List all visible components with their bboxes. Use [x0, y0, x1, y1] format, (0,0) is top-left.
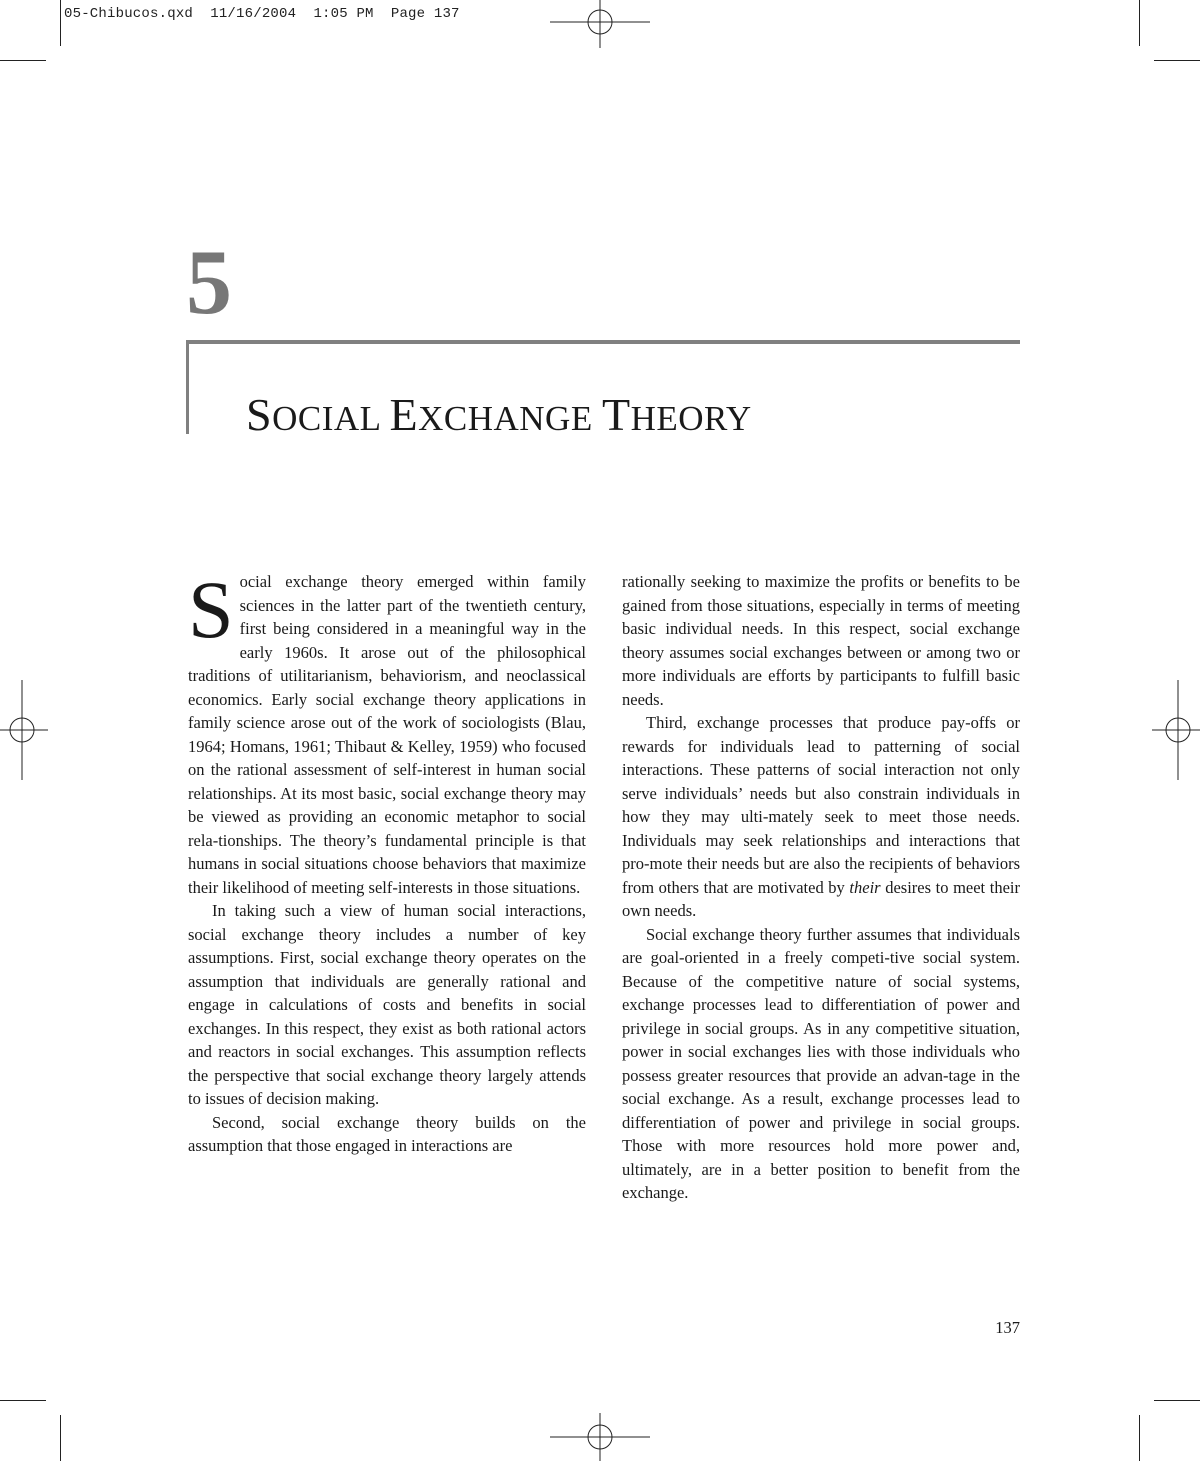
crop-mark-top-left-vertical	[60, 0, 61, 46]
registration-mark-left	[0, 680, 48, 780]
registration-mark-right	[1152, 680, 1200, 780]
paragraph-text: ocial exchange theory emerged within family sciences in the latter part of the twentieth century, first being considered in a meaningful way in the early 1960s. It arose out of the philosophical traditions of utilitarianism, behaviorism, and neoclassical economics. Early social exchange theory applications in family science arose out of the work of sociologists (Blau, 1964; Homans, 1961; Thibaut & Kelley, 1959) who focused on the rational assessment of self-interest in human social relationships. At its most basic, social exchange theory may be viewed as providing an economic metaphor to social rela-tionships. The theory’s fundamental principle is that humans in social situations choose behaviors that maximize their likelihood of meeting self-interests in those situations.	[188, 572, 586, 897]
body-paragraph: Second, social exchange theory builds on the assumption that those engaged in interactions are	[188, 1112, 586, 1155]
crop-mark-bottom-left-horizontal	[0, 1400, 46, 1401]
chapter-title-part: E	[389, 389, 419, 440]
registration-mark-bottom	[550, 1413, 650, 1461]
crop-mark-top-right-vertical	[1139, 0, 1140, 46]
crop-mark-bottom-right-horizontal	[1154, 1400, 1200, 1401]
registration-mark-top	[550, 0, 650, 48]
chapter-rule-horizontal	[186, 340, 1020, 344]
crop-mark-bottom-left-vertical	[60, 1415, 61, 1461]
paragraph-text: desires to meet their own needs.	[622, 877, 1020, 920]
body-column-left	[188, 564, 586, 1158]
chapter-title-part: S	[246, 389, 273, 440]
paragraph-text: Third, exchange processes that produce pay-offs or rewards for individuals lead to patterning of social interactions. These patterns of social interaction not only serve individuals’ needs but also constrain individuals in how they may ulti-mately seek to meet those needs. Individuals may seek relationships and interactions that pro-mote their needs but are also the recipients of behaviors from others that are motivated by	[622, 713, 1020, 897]
slug-line: 05-Chibucos.qxd 11/16/2004 1:05 PM Page 137	[64, 6, 460, 22]
crop-mark-top-left-horizontal	[0, 60, 46, 61]
crop-mark-bottom-right-vertical	[1139, 1415, 1140, 1461]
chapter-rule-vertical	[186, 340, 189, 434]
body-paragraph: Social exchange theory further assumes that individuals are goal-oriented in a freely competi-tive social system. Because of the competitive nature of social systems, exchange processes lead to differentiation of power and privilege in social groups. As in any competitive situation, power in social exchanges lies with those individuals who possess greater resources that provide an advan-tage in the social exchange. As a result, exchange processes lead to differentiation of power and privilege in social groups. Those with more resources hold more power and, ultimately, are in a better position to benefit from the exchange.	[622, 924, 1020, 1202]
drop-cap: S	[188, 564, 234, 655]
chapter-title-part: XCHANGE	[418, 399, 602, 438]
body-column-right	[622, 570, 1020, 1205]
chapter-title	[246, 389, 752, 440]
page-number: 137	[995, 1318, 1020, 1337]
emphasis-text: their	[849, 877, 881, 897]
body-paragraph: rationally seeking to maximize the profits or benefits to be gained from those situations, especially in terms of meeting basic individual needs. In this respect, social exchange theory assumes social exchanges between or among two or more individuals are efforts by participants to fulfill basic needs.	[622, 572, 1020, 709]
chapter-title-part: T	[601, 389, 631, 440]
chapter-title-part: OCIAL	[272, 399, 390, 438]
chapter-number: 5	[186, 231, 232, 333]
crop-mark-top-right-horizontal	[1154, 60, 1200, 61]
chapter-title-part: HEORY	[630, 399, 752, 438]
body-paragraph	[188, 564, 586, 899]
body-paragraph	[622, 711, 1020, 923]
body-paragraph: In taking such a view of human social interactions, social exchange theory includes a number of key assumptions. First, social exchange theory operates on the assumption that individuals are generally rational and engage in calculations of costs and benefits in social exchanges. In this respect, they exist as both rational actors and reactors in social exchanges. This assumption reflects the perspective that social exchange theory largely attends to issues of decision making.	[188, 901, 586, 1108]
